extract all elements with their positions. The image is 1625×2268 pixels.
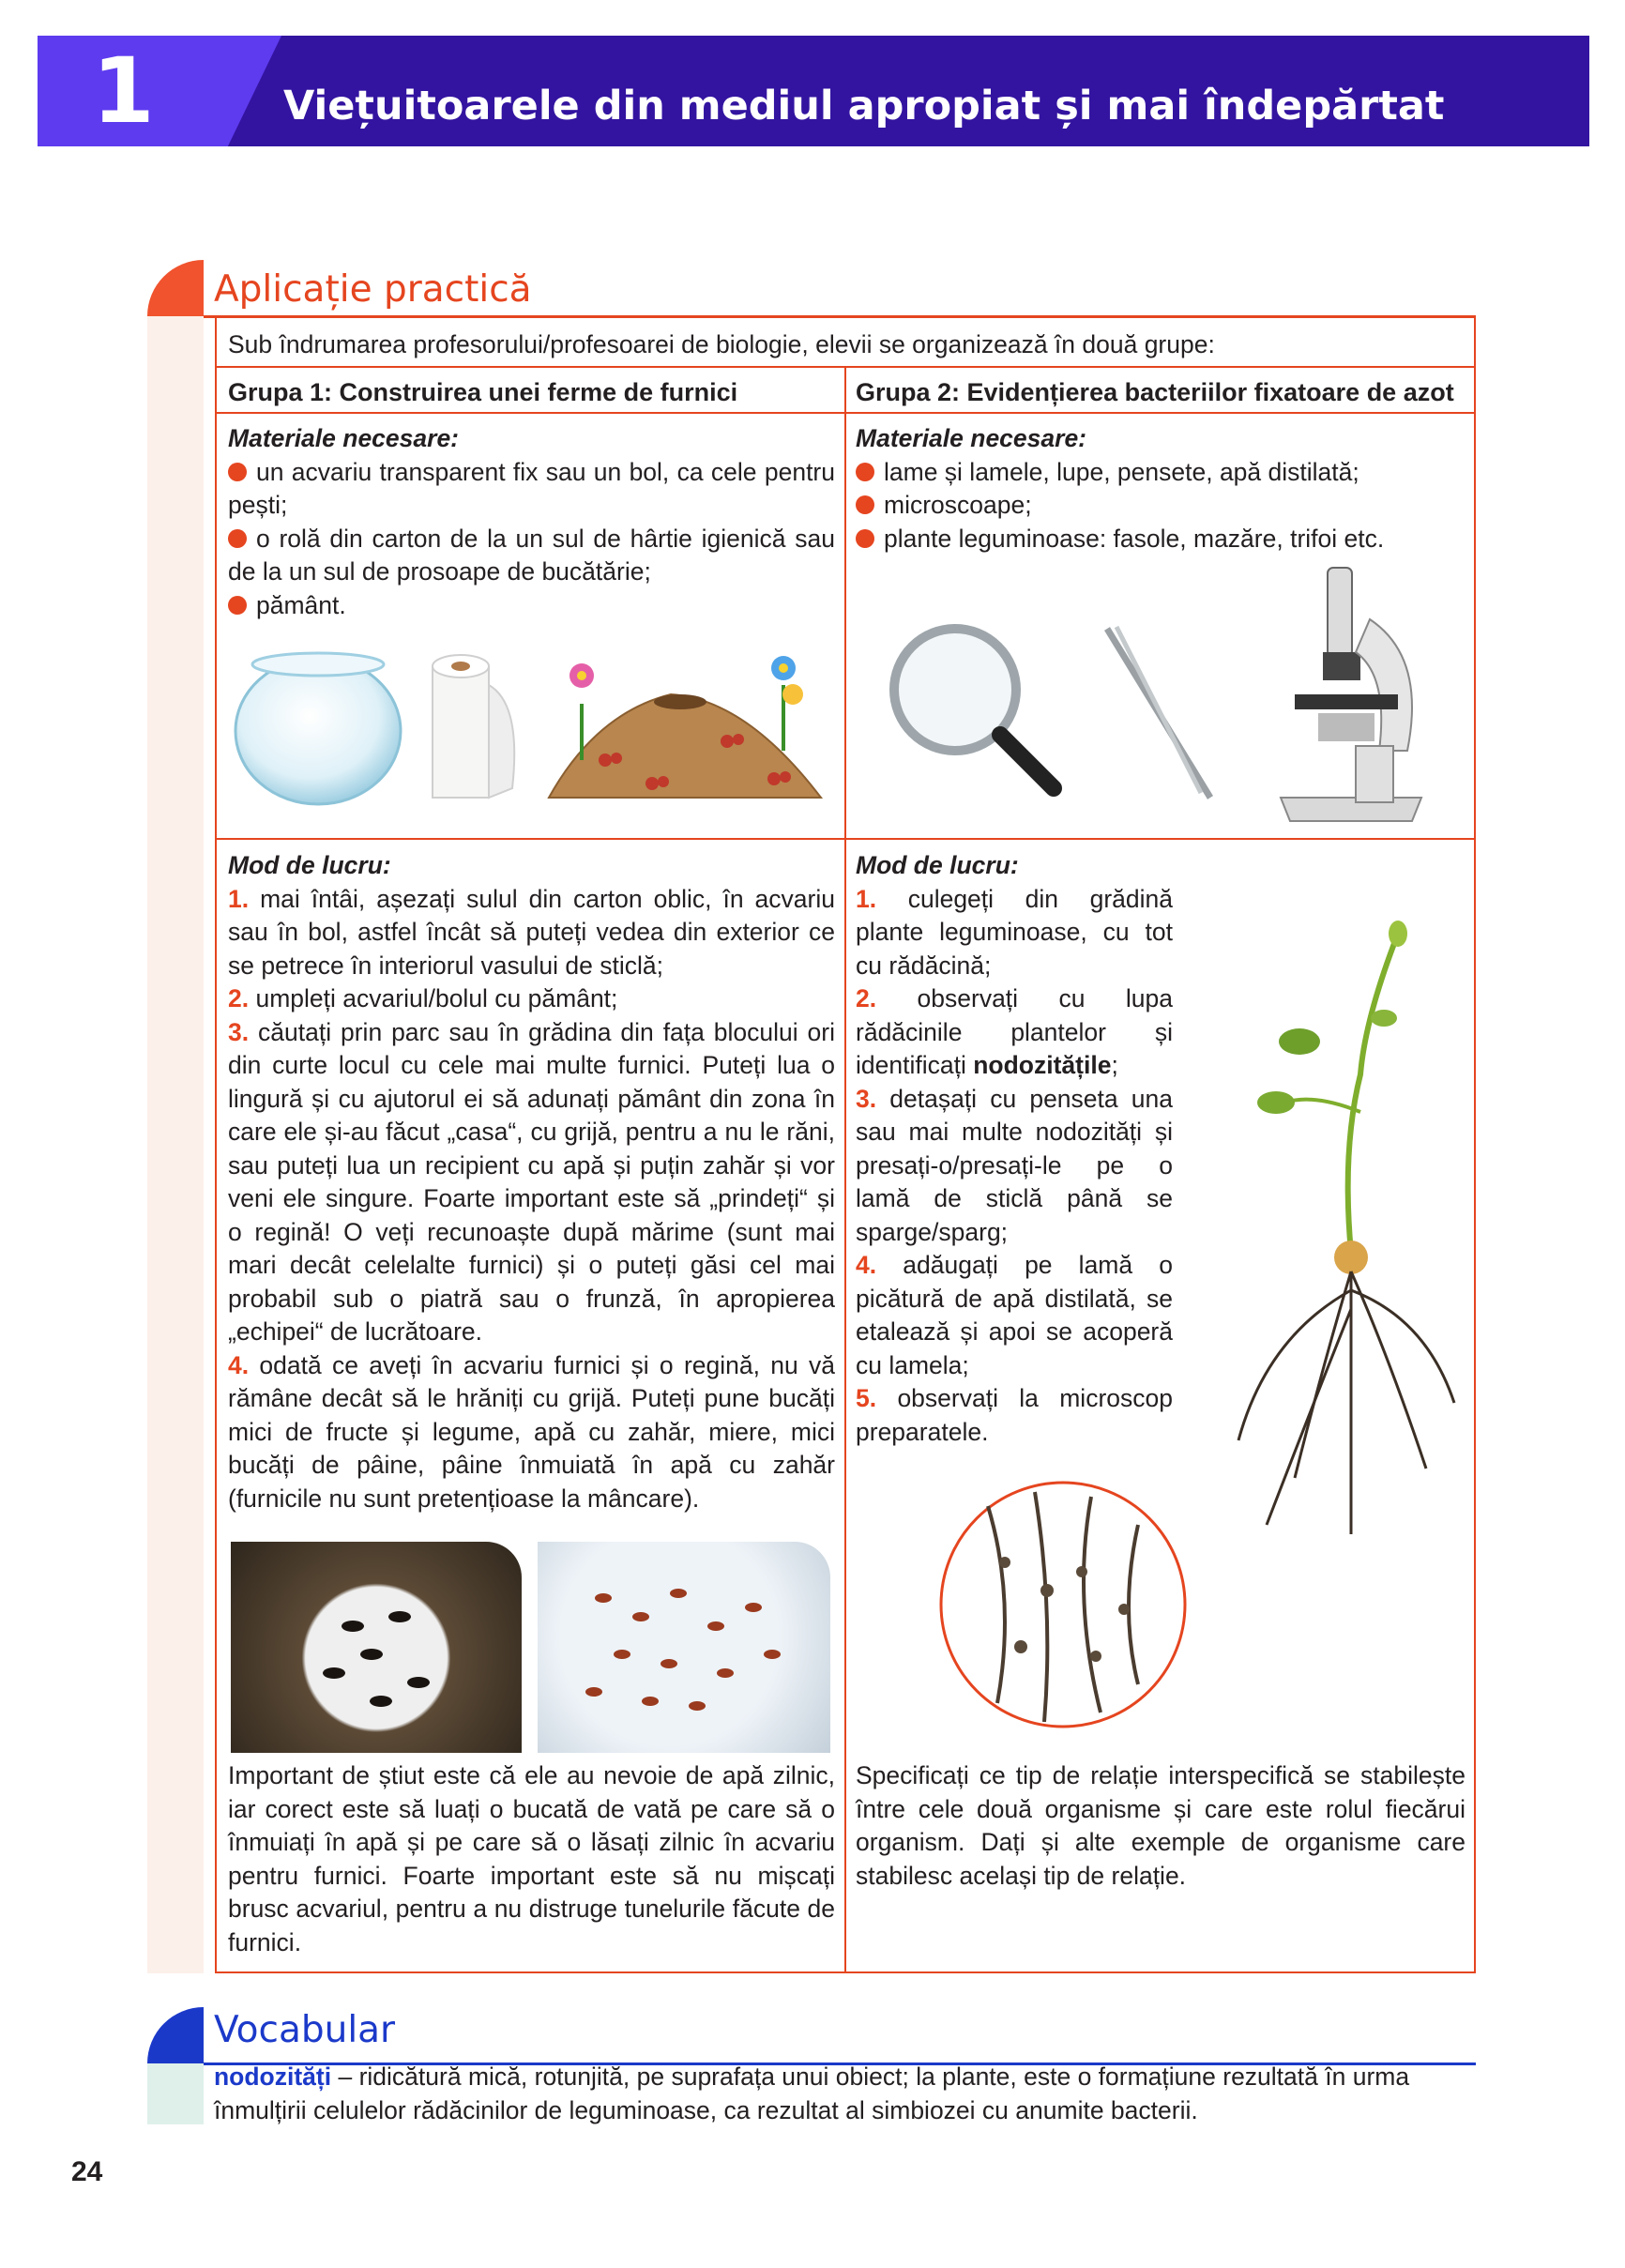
list-item: 5. observați la microscop preparatele. xyxy=(856,1384,1173,1446)
list-item: lame și lamele, lupe, pensete, apă distilată; xyxy=(856,456,1466,490)
vocabulary-term: nodozități xyxy=(214,2063,332,2091)
root-nodules-closeup-image xyxy=(932,1469,1194,1741)
list-item: 1. mai întâi, așezați sulul din carton oblic, în acvariu sau în bol, astfel încât să puteți vedea din exterior ce se petrece în interiorul vasului de sticlă; xyxy=(228,884,835,980)
group1-note: Important de știut este că ele au nevoie de apă zilnic, iar corect este să luați o bucată de vată pe care să o înmuiați în apă și pe care să o lăsați zilnic în acvariu pentru furnici. Foarte important este să nu mișcați brusc acvariul, pentru a nu distruge tunelurile făcute de furnici. xyxy=(228,1761,835,1956)
legume-plant-image xyxy=(1210,915,1473,1562)
group1-materials-heading: Materiale necesare: xyxy=(228,424,460,452)
section-corner-marker xyxy=(147,260,204,316)
chapter-title: Viețuitoarele din mediul apropiat și mai îndepărtat xyxy=(283,83,1445,129)
list-item: un acvariu transparent fix sau un bol, ca cele pentru pești; xyxy=(228,457,835,519)
ants-on-cotton-photo xyxy=(231,1542,522,1753)
list-item: 2. umpleți acvariul/bolul cu pământ; xyxy=(228,984,618,1012)
tweezers-image xyxy=(1098,619,1220,807)
list-item: 1. culegeți din grădină plante leguminoase, cu tot cu rădăcină; xyxy=(856,884,1173,980)
vocabulary-definition: – ridicătură mică, rotunjită, pe suprafața unui obiect; la plante, este o formațiune rezultată în urma înmulțirii celulelor rădăcinilor de leguminoase, ca rezultat al simbiozei cu anumite bacterii. xyxy=(214,2063,1410,2124)
chapter-number: 1 xyxy=(92,38,155,144)
group2-materials xyxy=(856,422,1466,556)
list-item: o rolă din carton de la un sul de hârtie igienică sau de la un sul de prosoape de bucătărie; xyxy=(228,524,835,586)
section-intro: Sub îndrumarea profesorului/profesoarei de biologie, elevii se organizează în două grupe: xyxy=(228,330,1215,358)
bullet-icon xyxy=(228,463,247,481)
group2-question: Specificați ce tip de relație interspecifică se stabilește între cele două organisme și care este rolul fiecărui organism. Dați și alte exemple de organisme care stabilesc același tip de relație. xyxy=(856,1761,1466,1890)
list-item: 4. adăugați pe lamă o picătură de apă distilată, se etalează și apoi se acoperă cu lamela; xyxy=(856,1251,1173,1379)
list-item: 3. căutați prin parc sau în grădina din fața blocului ori din curte locul cu cele mai multe furnici. Puteți lua o lingură și cu ajutorul ei să adunați pământ din zona în care ele și-au făcut „casa“, cu grijă, pentru a nu le răni, sau puteți lua un recipient cu apă și puțin zahăr și vor veni ele singure. Foarte important este să „prindeți“ și o regină! O veți recunoaște după mărime (sunt mai mari decât celelalte furnici) și o puteți găsi cel mai probabil sub o piatră sau o frunză, în apropierea „echipei“ de lucrătoare. xyxy=(228,1017,835,1346)
chapter-number-badge xyxy=(38,36,281,146)
paper-roll-image xyxy=(418,647,531,807)
section-side-strip xyxy=(147,316,204,1973)
group1-heading: Grupa 1: Construirea unei ferme de furnici xyxy=(228,378,738,406)
vocabulary-corner-marker xyxy=(147,2007,204,2063)
table-column-divider xyxy=(844,366,846,1971)
page-number: 24 xyxy=(71,2156,103,2187)
list-item: 3. detașați cu penseta una sau mai multe nodozități și presați-o/presați-le pe o lamă de sticlă până se sparge/sparg; xyxy=(856,1084,1173,1246)
bullet-icon xyxy=(856,495,874,514)
ants-icon xyxy=(231,1542,522,1753)
group2-method-heading: Mod de lucru: xyxy=(856,851,1019,879)
bullet-icon xyxy=(228,529,247,548)
list-item: 2. observați cu lupa rădăcinile plantelor și identificați nodozitățile; xyxy=(856,984,1173,1079)
vocabulary-entry xyxy=(214,2061,1481,2127)
vocabulary-side-strip xyxy=(147,2063,204,2124)
list-item: plante leguminoase: fasole, mazăre, trifoi etc. xyxy=(856,523,1466,556)
group1-method-heading: Mod de lucru: xyxy=(228,851,391,879)
section-title: Aplicație practică xyxy=(214,268,532,311)
bullet-icon xyxy=(856,463,874,481)
term-nodozitati: nodozitățile xyxy=(973,1051,1112,1079)
group2-materials-heading: Materiale necesare: xyxy=(856,424,1087,452)
list-item: microscoape; xyxy=(856,489,1466,523)
list-item: 4. odată ce aveți în acvariu furnici și o regină, nu vă rămâne decât să le hrăniți cu grijă. Puteți pune bucăți mici de fructe și legume, apă cu zahăr, miere, mici bucăți de pâine, pâine înmuiată în apă cu zahăr (furnicile nu sunt pretențioase la mâncare). xyxy=(228,1350,835,1513)
bullet-icon xyxy=(856,529,874,548)
microscope-image xyxy=(1267,563,1435,826)
list-item: pământ. xyxy=(228,589,835,623)
anthill-image xyxy=(539,647,830,807)
glass-bowl-image xyxy=(229,642,407,806)
group1-materials xyxy=(228,422,835,622)
chapter-banner xyxy=(38,36,1589,146)
magnifying-glass-image xyxy=(880,615,1068,802)
ants-feeding-photo xyxy=(538,1542,830,1753)
bullet-icon xyxy=(228,596,247,615)
group2-method xyxy=(856,849,1173,1449)
group1-method xyxy=(228,849,835,1515)
group2-heading: Grupa 2: Evidențierea bacteriilor fixatoare de azot xyxy=(856,378,1454,406)
ants-icon xyxy=(538,1542,830,1753)
vocabulary-title: Vocabular xyxy=(214,2009,396,2051)
